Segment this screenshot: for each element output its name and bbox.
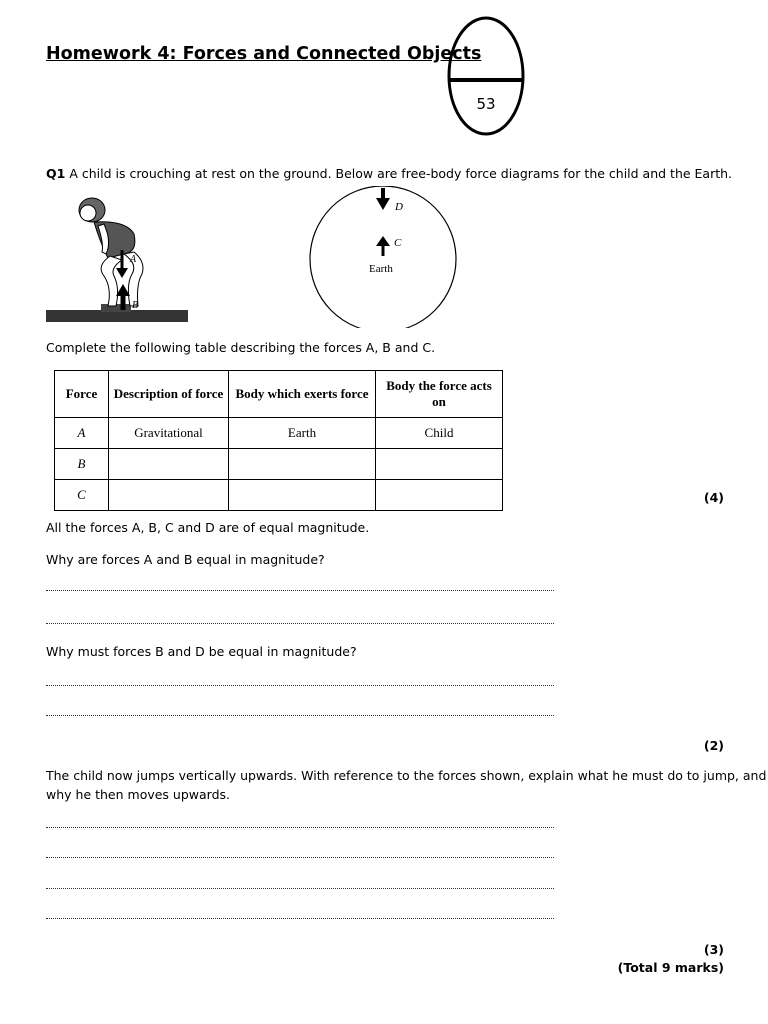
force-name-cell: A	[55, 418, 109, 449]
answer-line[interactable]	[46, 827, 554, 828]
exerting-body-cell: Earth	[229, 418, 376, 449]
answer-line[interactable]	[46, 685, 554, 686]
description-cell: Gravitational	[109, 418, 229, 449]
score-badge	[447, 16, 525, 136]
forces-table	[54, 370, 503, 511]
answer-line[interactable]	[46, 715, 554, 716]
description-answer-cell[interactable]	[109, 449, 229, 480]
answer-line[interactable]	[46, 590, 554, 591]
acted-on-body-answer-cell[interactable]	[376, 480, 503, 511]
force-c-label: C	[394, 237, 402, 249]
page-title: Homework 4: Forces and Connected Objects	[46, 44, 482, 64]
jump-question-line-2: why he then moves upwards.	[46, 787, 230, 802]
question-1-label: Q1	[46, 166, 66, 181]
header-acted-on-body: Body the force acts on	[376, 371, 503, 418]
table-header-row	[55, 371, 503, 418]
header-description: Description of force	[109, 371, 229, 418]
child-force-diagram	[46, 192, 191, 324]
marks-jump: (3)	[703, 942, 724, 957]
marks-table: (4)	[703, 490, 724, 505]
answer-line[interactable]	[46, 888, 554, 889]
question-b-d: Why must forces B and D be equal in magnitude?	[46, 644, 357, 659]
answer-line[interactable]	[46, 918, 554, 919]
question-1-text: A child is crouching at rest on the ground. Below are free-body force diagrams for the child and the Earth.	[69, 166, 733, 181]
jump-question-line-1: The child now jumps vertically upwards. With reference to the forces shown, explain what he must do to jump, and	[46, 768, 767, 783]
earth-label: Earth	[369, 263, 393, 275]
exerting-body-answer-cell[interactable]	[229, 449, 376, 480]
acted-on-body-answer-cell[interactable]	[376, 449, 503, 480]
equal-magnitude-statement: All the forces A, B, C and D are of equal magnitude.	[46, 520, 370, 535]
force-b-label: B	[132, 300, 139, 311]
exerting-body-answer-cell[interactable]	[229, 480, 376, 511]
question-1-prompt	[46, 166, 732, 181]
table-instruction: Complete the following table describing the forces A, B and C.	[46, 340, 436, 355]
description-answer-cell[interactable]	[109, 480, 229, 511]
header-exerting-body: Body which exerts force	[229, 371, 376, 418]
acted-on-body-cell: Child	[376, 418, 503, 449]
answer-line[interactable]	[46, 623, 554, 624]
total-marks: (Total 9 marks)	[617, 960, 724, 975]
table-row	[55, 418, 503, 449]
marks-equal: (2)	[703, 738, 724, 753]
answer-line[interactable]	[46, 857, 554, 858]
force-name-cell: C	[55, 480, 109, 511]
force-name-cell: B	[55, 449, 109, 480]
question-a-b: Why are forces A and B equal in magnitude?	[46, 552, 325, 567]
score-badge-outline	[449, 18, 523, 134]
table-row	[55, 480, 503, 511]
force-a-label: A	[130, 254, 137, 265]
earth-force-diagram	[306, 186, 462, 328]
table-row	[55, 449, 503, 480]
score-value: 53	[476, 95, 496, 113]
header-force: Force	[55, 371, 109, 418]
force-d-label: D	[395, 201, 403, 213]
